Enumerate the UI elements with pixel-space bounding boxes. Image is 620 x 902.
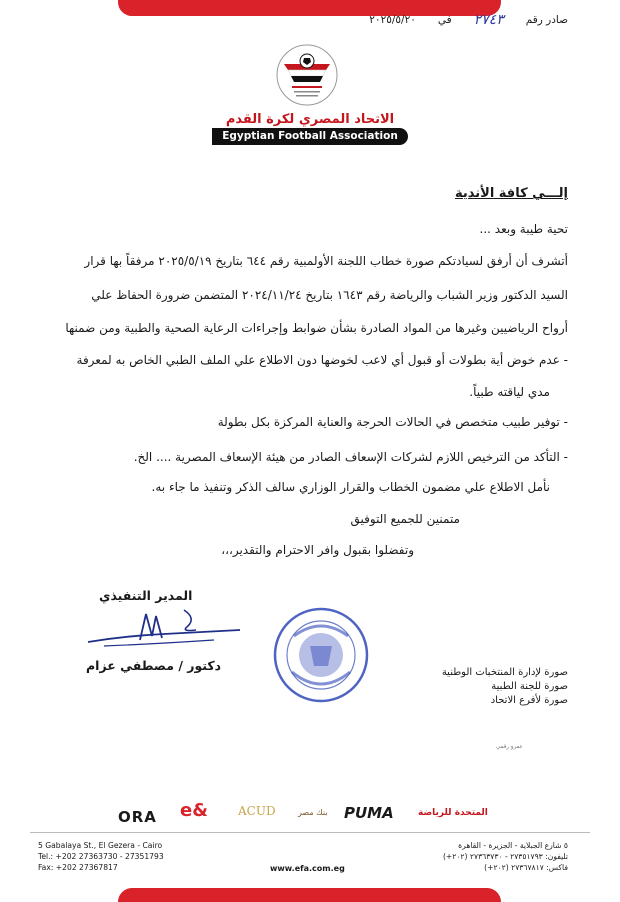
handwritten-signature: [84, 600, 244, 655]
footer-tel: Tel.: +202 27363730 - 27351793: [38, 852, 164, 861]
paragraph-line: السيد الدكتور وزير الشباب والرياضة رقم ١٦٤٣ بتاريخ ٢٠٢٤/١١/٢٤ المتضمن ضرورة الحفاظ علي: [91, 288, 568, 302]
list-item-continuation: مدي لياقته طبياً.: [469, 385, 550, 399]
footer-fax: Fax: +202 27367817: [38, 863, 118, 872]
footer-address-ar: ٥ شارع الجبلاية - الجزيرة - القاهرة: [458, 841, 568, 850]
footer-address-english: [38, 840, 164, 873]
greeting: تحية طيبة وبعد ...: [479, 222, 568, 236]
sponsor-bank-misr: بنك مصر: [298, 808, 328, 817]
copy-line: صورة لإدارة المنتخبات الوطنية: [441, 667, 568, 678]
list-item: - عدم خوض أية بطولات أو قبول أي لاعب لخوضها دون الاطلاع علي الملف الطبي الخاص به لمعرفة: [76, 353, 568, 367]
date-value: ٢٠٢٥/٥/٢٠: [369, 14, 416, 26]
footer-website[interactable]: www.efa.com.eg: [270, 864, 345, 873]
request-line: نأمل الاطلاع علي مضمون الخطاب والقرار الوزاري سالف الذكر وتنفيذ ما جاء به.: [151, 480, 550, 494]
list-item: - توفير طبيب متخصص في الحالات الحرجة والعناية المركزة بكل بطولة: [217, 415, 568, 429]
paragraph-line: أرواح الرياضيين وغيرها من المواد الصادرة بشأن ضوابط وإجراءات الرعاية الصحية والطبية ومن ضمنها: [65, 321, 568, 335]
bottom-brand-band: [118, 888, 501, 902]
ref-number: ٢٧٤٣: [473, 12, 504, 28]
signatory-title: المدير التنفيذي: [99, 588, 193, 603]
sponsor-united-sports: المتحدة للرياضة: [418, 808, 488, 818]
copy-line: صورة لأفرع الاتحاد: [490, 695, 568, 706]
copies-list: [442, 666, 568, 708]
addressee: إلـــي كافة الأندية: [454, 186, 568, 201]
sponsor-eand: e&: [180, 800, 208, 821]
sponsor-acud: ACUD: [238, 804, 276, 818]
org-name-arabic: الاتحاد المصري لكرة القدم: [225, 112, 395, 127]
org-name-english: Egyptian Football Association: [212, 128, 408, 145]
small-note: عمرو رقمي: [496, 744, 523, 750]
copy-line: صورة للجنة الطبية: [491, 681, 568, 692]
signatory-name: دكتور / مصطفي عزام: [86, 658, 222, 673]
footer-tel-ar: تليفون: ٢٧٣٥١٧٩٣ - ٢٧٣٦٣٧٣٠ (٢٠٢+): [442, 852, 568, 861]
closing-line: وتفضلوا بقبول وافر الاحترام والتقدير،،،: [221, 543, 414, 557]
footer-fax-ar: فاكس: ٢٧٣٦٧٨١٧ (٢٠٢+): [484, 863, 568, 872]
footer-address-arabic: [443, 840, 568, 873]
sponsor-puma: PUMA: [344, 804, 394, 822]
paragraph-line: أتشرف أن أرفق لسيادتكم صورة خطاب اللجنة الأولمبية رقم ٦٤٤ بتاريخ ٢٠٢٥/٥/١٩ مرفقاً بها قرار: [84, 254, 568, 268]
official-stamp: [272, 606, 370, 704]
footer-address: 5 Gabalaya St., El Gezera - Cairo: [38, 841, 163, 850]
footer-divider: [30, 832, 590, 833]
efa-logo: [276, 44, 338, 106]
ref-label: صادر رقم: [525, 14, 568, 26]
date-label: في: [437, 14, 452, 26]
sponsors-bar: [0, 794, 620, 834]
sponsor-ora: ORA: [118, 808, 157, 826]
reference-row: [369, 12, 568, 28]
list-item: - التأكد من الترخيص اللازم لشركات الإسعاف الصادر من هيئة الإسعاف المصرية .... الخ.: [133, 450, 568, 464]
wish-line: متمنين للجميع التوفيق: [350, 512, 460, 526]
